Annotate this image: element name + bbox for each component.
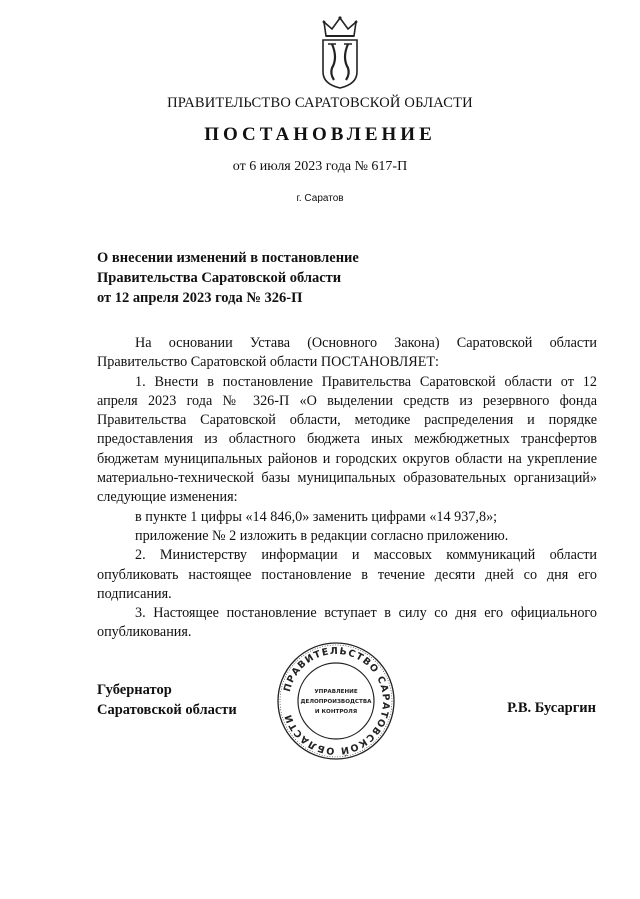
document-subject	[97, 248, 427, 308]
subject-line: О внесении изменений в постановление	[97, 250, 359, 266]
stamp-inner-line: УПРАВЛЕНИЕ	[314, 689, 358, 695]
subject-line: от 12 апреля 2023 года № 326-П	[97, 290, 303, 306]
signer-title-line: Саратовской области	[97, 702, 237, 718]
government-name: ПРАВИТЕЛЬСТВО САРАТОВСКОЙ ОБЛАСТИ	[167, 95, 473, 111]
saratov-coat-of-arms-icon	[318, 14, 362, 90]
signer-title	[97, 680, 237, 720]
official-stamp	[276, 641, 396, 761]
signer-title-line: Губернатор	[97, 682, 172, 698]
body-paragraph-preamble: На основании Устава (Основного Закона) Саратовской области Правительство Саратовской области ПОСТАНОВЛЯЕТ:	[97, 335, 597, 371]
stamp-inner-line: ДЕЛОПРОИЗВОДСТВА	[300, 699, 372, 705]
body-paragraph-item-1: 1. Внести в постановление Правительства Саратовской области от 12 апреля 2023 года № 326-П «О выделении средств из резервного фонда Правительства Саратовской области, методике распределения и порядке предоставления из областного бюджета иных межбюджетных трансфертов бюджетам муниципальных районов и городских округов области на укрепление материально-технической базы муниципальных образовательных организаций» следующие изменения:	[97, 373, 597, 506]
document-date-number: от 6 июля 2023 года № 617-П	[232, 159, 408, 174]
document-type: ПОСТАНОВЛЕНИЕ	[204, 124, 436, 145]
signer-name: Р.В. Бусаргин	[507, 700, 596, 716]
body-paragraph-item-1-change-b: приложение № 2 изложить в редакции согласно приложению.	[135, 527, 509, 544]
body-paragraph-item-3: 3. Настоящее постановление вступает в силу со дня его официального опубликования.	[97, 605, 597, 641]
document-city: г. Саратов	[296, 193, 344, 204]
body-paragraph-item-1-change-a: в пункте 1 цифры «14 846,0» заменить цифрами «14 937,8»;	[135, 508, 498, 525]
subject-line: Правительства Саратовской области	[97, 270, 342, 286]
stamp-inner-line: И КОНТРОЛЯ	[314, 709, 358, 715]
stamp-outer-text: ПРАВИТЕЛЬСТВО САРАТОВСКОЙ ОБЛАСТИ	[281, 645, 392, 757]
document-body	[97, 334, 597, 643]
body-paragraph-item-2: 2. Министерству информации и массовых коммуникаций области опубликовать настоящее постановление в течение десяти дней со дня его подписания.	[97, 547, 597, 602]
